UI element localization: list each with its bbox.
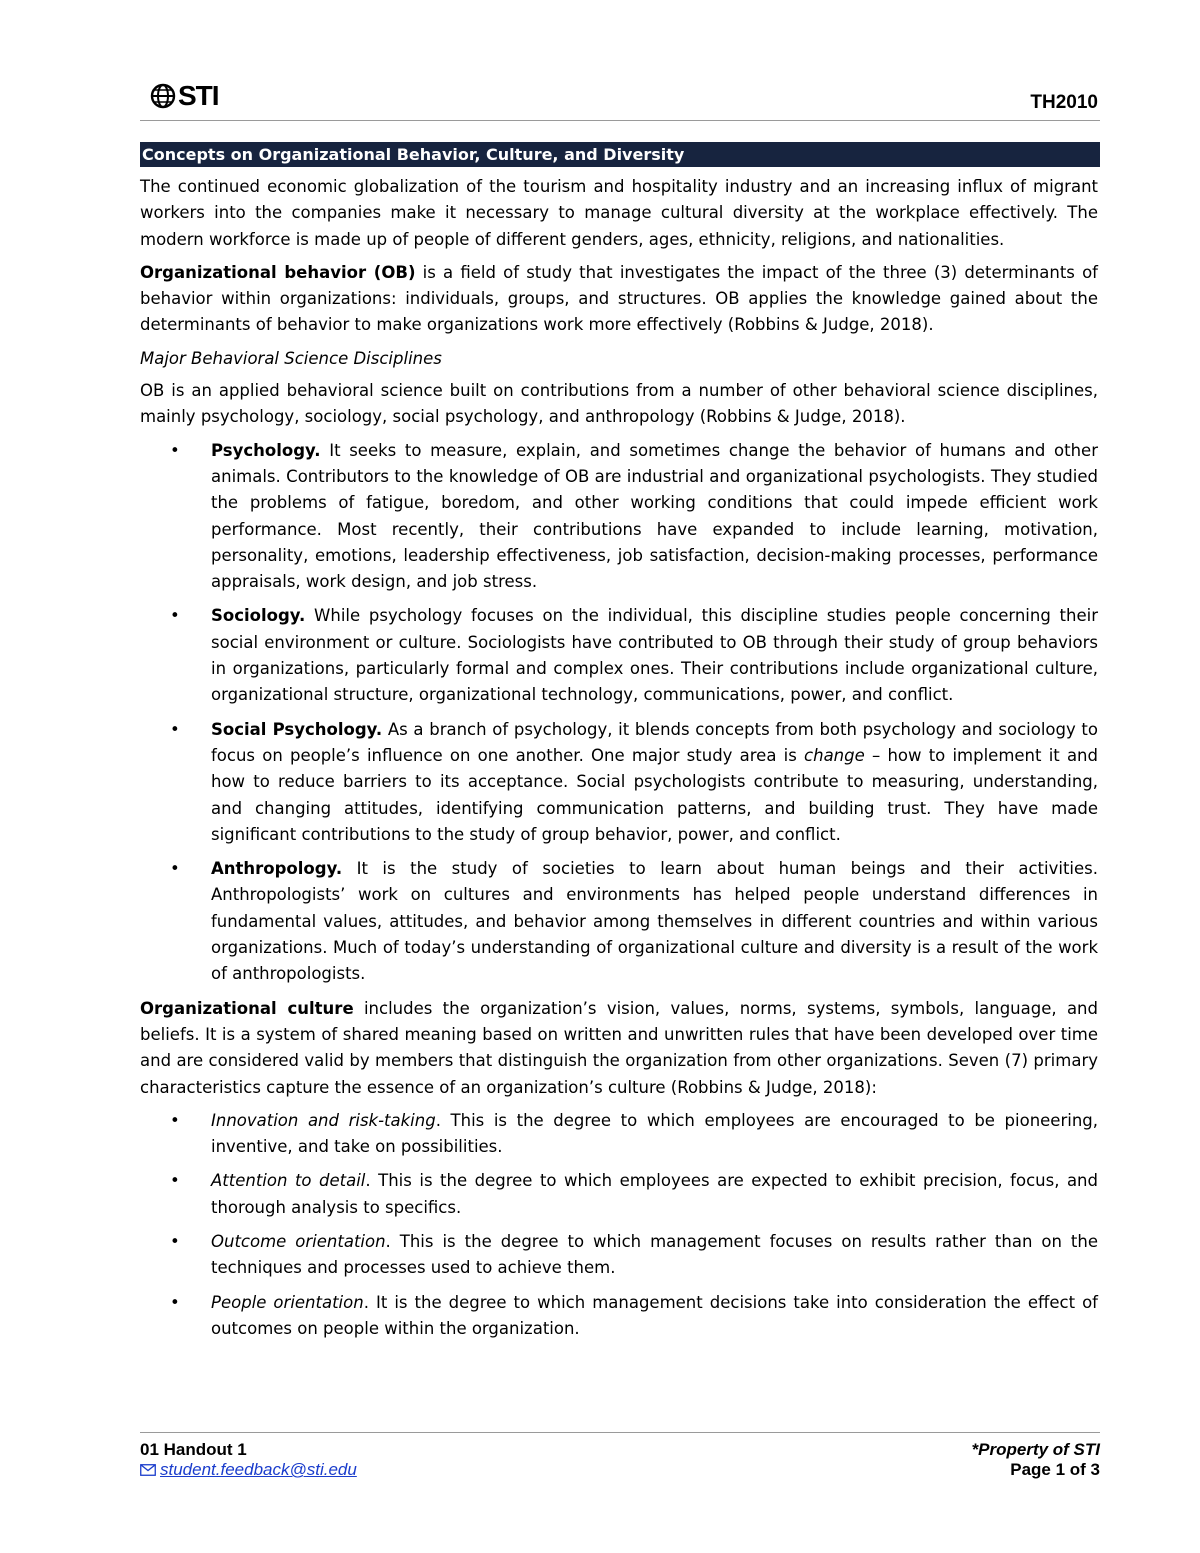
item-text: It seeks to measure, explain, and sometimes change the behavior of humans and other animals. Contributors to the knowledge of OB are industrial and organizational psychologists. They studied the problems of fatigue, boredom, and other working conditions that could impede efficient work performance. Most recently, their contributions have expanded to include learning, motivation, personality, emotions, leadership effectiveness, job satisfaction, decision-making processes, performance appraisals, work design, and job stress. [211, 440, 1098, 592]
culture-term: Organizational culture [140, 998, 354, 1018]
list-item [140, 1290, 1098, 1343]
header-divider [140, 120, 1100, 121]
item-term: Social Psychology. [211, 719, 383, 739]
list-item [140, 856, 1098, 987]
culture-paragraph [140, 996, 1098, 1101]
handout-label: 01 Handout 1 [140, 1440, 247, 1459]
intro-paragraph: The continued economic globalization of the tourism and hospitality industry and an increasing influx of migrant workers into the companies make it necessary to manage cultural diversity at the workplace effectively. The modern workforce is made up of people of different genders, ages, ethnicity, religions, and nationalities. [140, 177, 1098, 249]
item-text: – how to implement it and how to reduce barriers to its acceptance. Social psychologists contribute to measuring, understanding, and changing attitudes, identifying communication patterns, and building trust. They have made significant contributions to the study of group behavior, power, and conflict. [211, 745, 1098, 844]
page-header [140, 78, 1100, 118]
item-text: As a branch of psychology, it blends concepts from both psychology and sociology to focus on people’s influence on one another. One major study area is [211, 719, 1099, 765]
section-title: Concepts on Organizational Behavior, Culture, and Diversity [140, 142, 1100, 167]
list-item [140, 438, 1098, 596]
item-text: . This is the degree to which management focuses on results rather than on the techniques and processes used to achieve them. [211, 1231, 1098, 1278]
disciplines-heading: Major Behavioral Science Disciplines [140, 348, 442, 368]
list-item [140, 1168, 1098, 1221]
bullet-icon: • [170, 1171, 180, 1191]
feedback-email-link[interactable]: student.feedback@sti.edu [160, 1460, 357, 1479]
bullet-icon: • [170, 719, 180, 739]
bullet-icon: • [170, 606, 180, 626]
mail-icon [140, 1464, 156, 1476]
ob-paragraph [140, 260, 1098, 339]
characteristics-list [140, 1108, 1098, 1342]
page-number: Page 1 of 3 [1010, 1460, 1100, 1479]
logo-text: STI [178, 80, 219, 111]
sti-logo [150, 78, 219, 114]
item-term: Outcome orientation [211, 1231, 386, 1251]
item-emphasis: change [804, 745, 865, 765]
bullet-icon: • [170, 440, 180, 460]
list-item [140, 1108, 1098, 1161]
item-term: People orientation [211, 1292, 364, 1312]
bullet-icon: • [170, 1110, 180, 1130]
bullet-icon: • [170, 1292, 180, 1312]
ob-text: is a field of study that investigates the impact of the three (3) determinants of behavior within organizations: individuals, groups, and structures. OB applies the knowledge gained about the determinants of behavior to make organizations work more effectively (Robbins & Judge, 2018). [140, 262, 1098, 335]
disciplines-intro: OB is an applied behavioral science built on contributions from a number of other behavioral science disciplines, mainly psychology, sociology, social psychology, and anthropology (Robbins & Judge, 2018). [140, 381, 1098, 427]
disciplines-list [140, 438, 1098, 988]
item-term: Anthropology. [211, 859, 343, 879]
ob-term: Organizational behavior (OB) [140, 262, 416, 282]
item-text: While psychology focuses on the individual, this discipline studies people concerning their social environment or culture. Sociologists have contributed to OB through their study of group behaviors in organizations, particularly formal and complex ones. Their contributions include organizational culture, organizational structure, organizational technology, communications, power, and conflict. [211, 606, 1098, 705]
list-item [140, 717, 1098, 848]
globe-icon [150, 83, 176, 109]
email-row [140, 1460, 357, 1480]
item-term: Attention to detail [211, 1171, 366, 1191]
item-term: Innovation and risk-taking [211, 1110, 436, 1130]
footer-divider [140, 1432, 1100, 1433]
item-text: . This is the degree to which employees are expected to exhibit precision, focus, and thorough analysis to specifics. [211, 1171, 1098, 1217]
document-body [140, 174, 1098, 1350]
bullet-icon: • [170, 1231, 180, 1251]
item-term: Psychology. [211, 440, 321, 460]
item-text: . It is the degree to which management decisions take into consideration the effect of outcomes on people within the organization. [211, 1292, 1098, 1338]
list-item [140, 1229, 1098, 1282]
culture-text: includes the organization’s vision, values, norms, systems, symbols, language, and beliefs. It is a system of shared meaning based on written and unwritten rules that have been developed over time and are considered valid by members that distinguish the organization from other organizations. Seven (7) primary characteristics capture the essence of an organization’s culture (Robbins & Judge, 2018): [140, 998, 1098, 1097]
list-item [140, 603, 1098, 708]
bullet-icon: • [170, 859, 180, 879]
item-text: . This is the degree to which employees are encouraged to be pioneering, inventive, and take on possibilities. [211, 1110, 1098, 1157]
property-notice: *Property of STI [971, 1440, 1100, 1459]
item-text: It is the study of societies to learn about human beings and their activities. Anthropologists’ work on cultures and environments has helped people understand differences in fundamental values, attitudes, and behavior among themselves in different countries and within various organizations. Much of today’s understanding of organizational culture and diversity is a result of the work of anthropologists. [211, 859, 1098, 984]
course-code: TH2010 [1030, 92, 1098, 113]
item-term: Sociology. [211, 606, 306, 626]
footer-left [140, 1440, 357, 1480]
footer-right [972, 1440, 1100, 1480]
